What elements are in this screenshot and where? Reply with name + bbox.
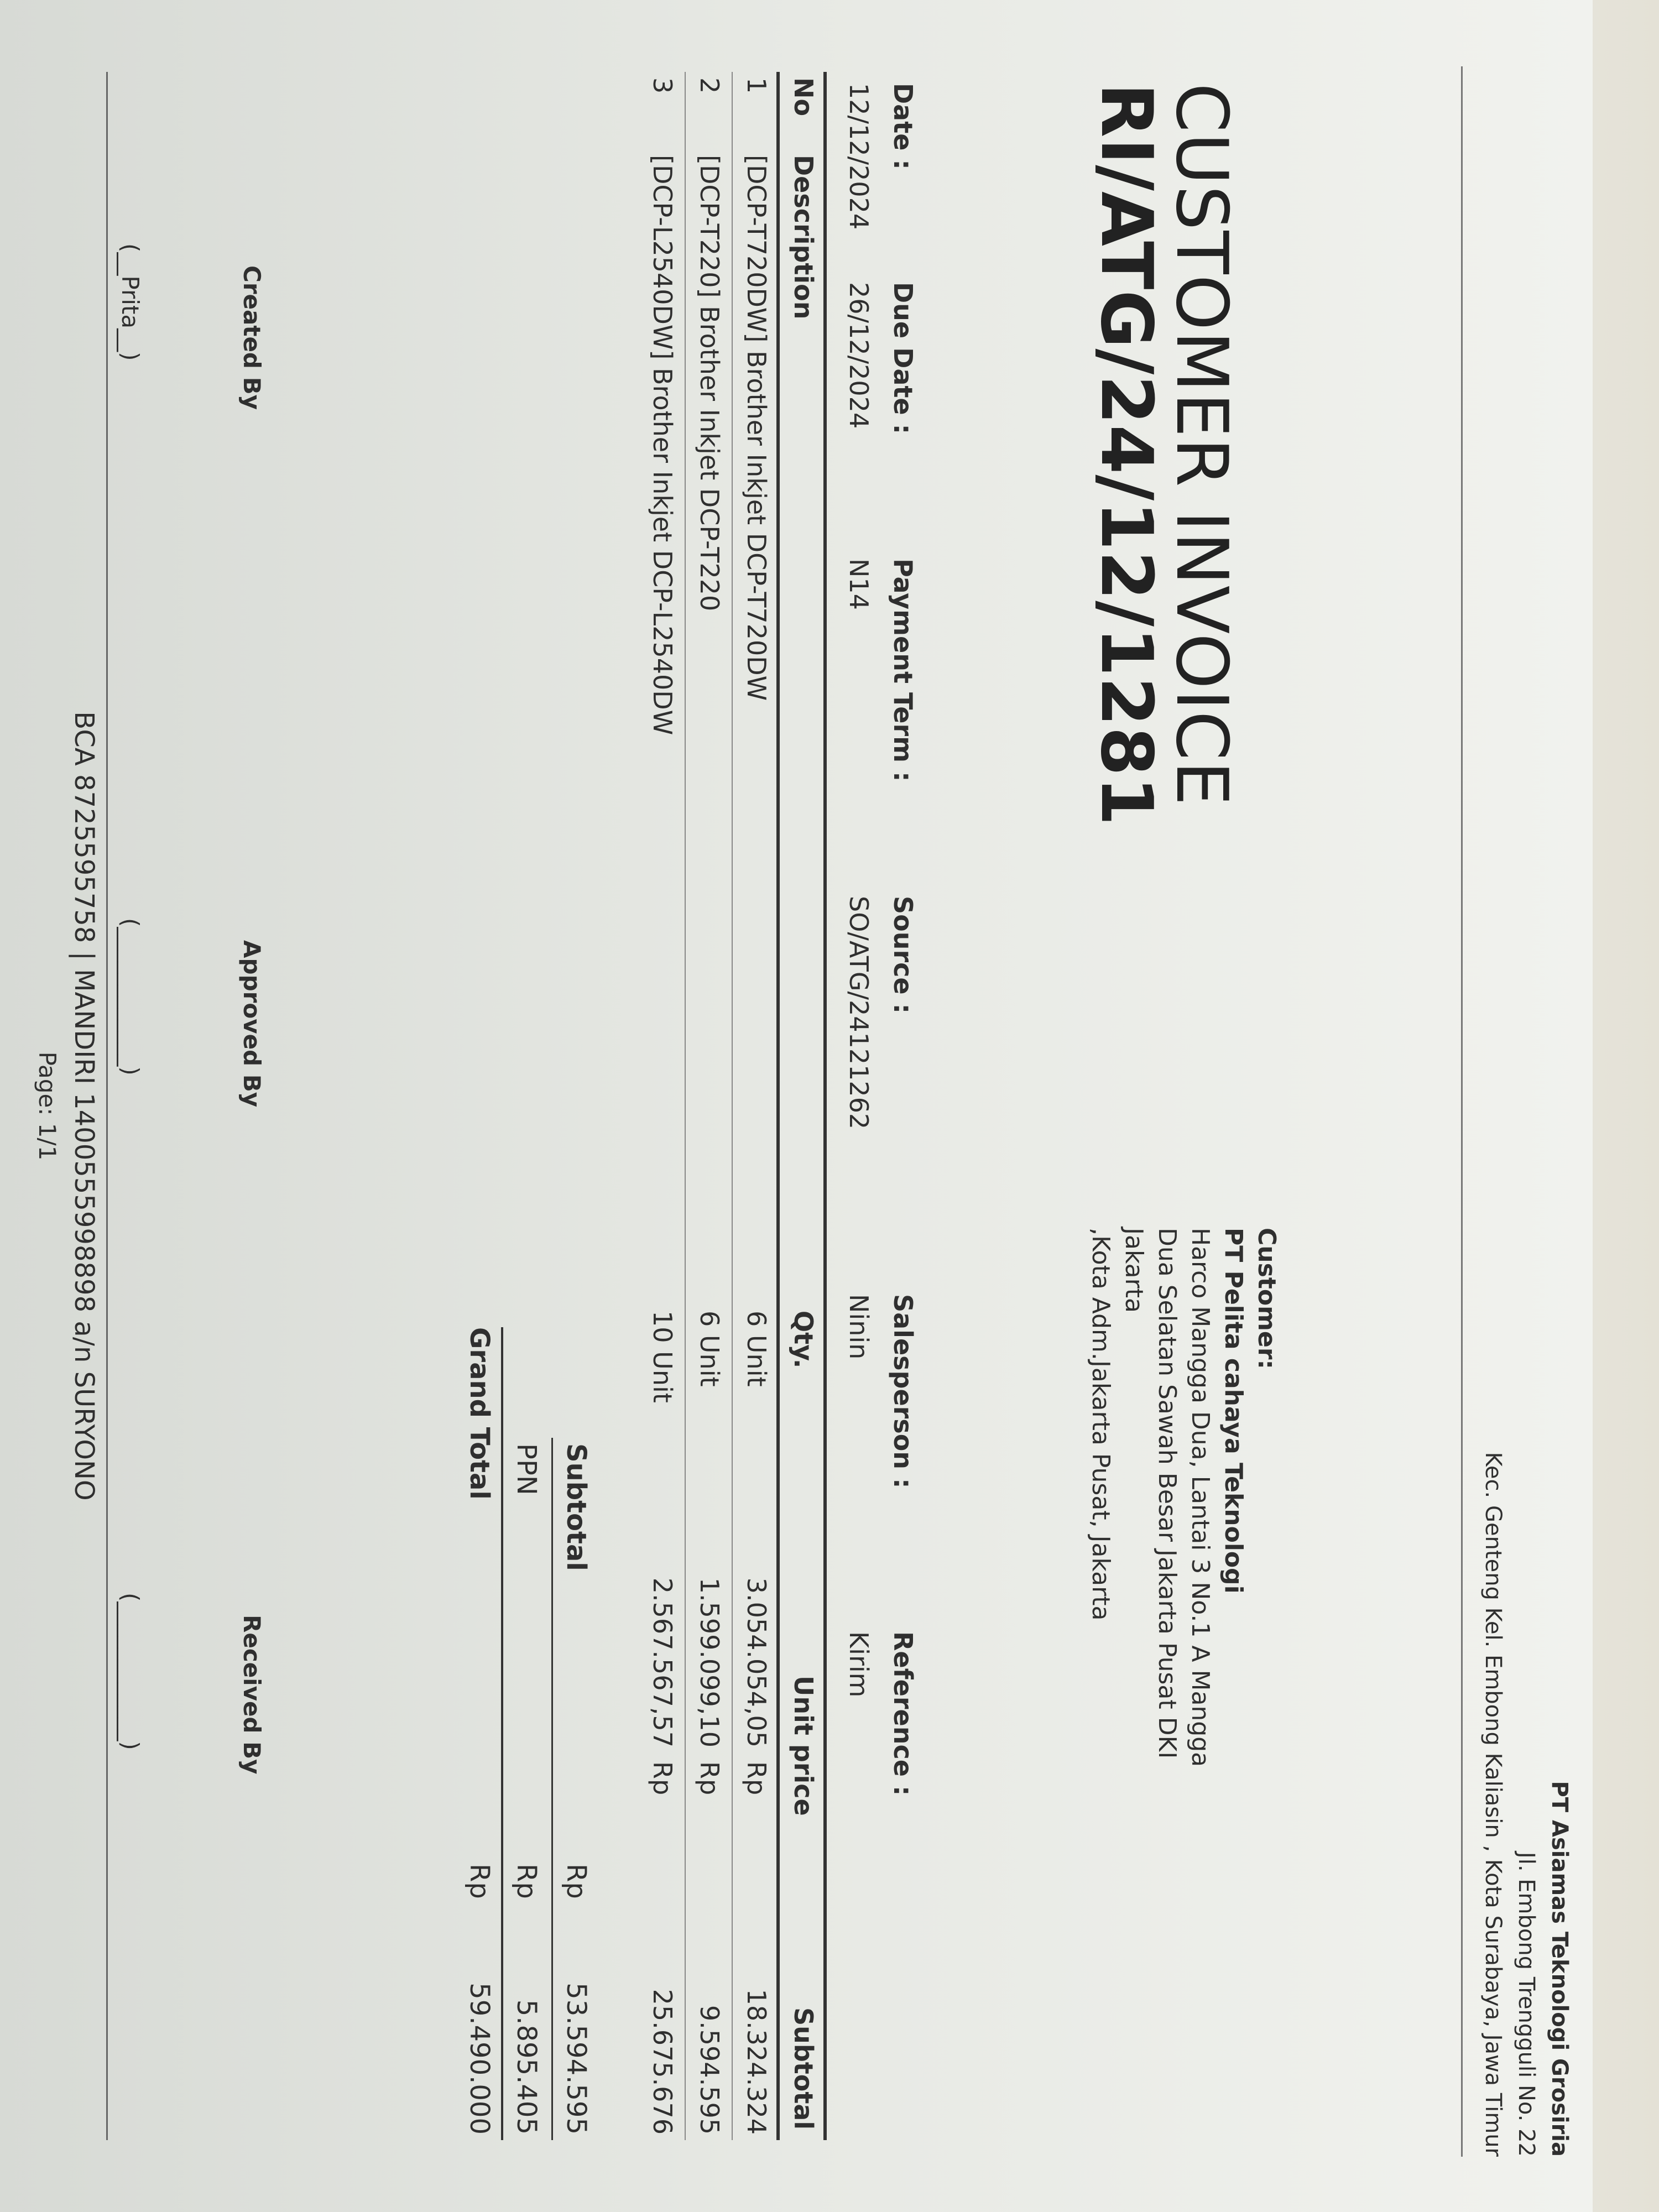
row-description: [DCP-T220] Brother Inkjet DCP-T220 (695, 155, 724, 612)
table-top-rule (823, 72, 827, 2140)
ppn-rule (501, 1327, 503, 2140)
row-subtotal: 9.594.595 (695, 2005, 724, 2135)
received-by-label: Received By (238, 1615, 265, 1775)
due-date-label: Due Date : (888, 282, 918, 434)
customer-name: PT Pelita cahaya Teknologi (1219, 1228, 1248, 1594)
subtotal-rule (551, 1438, 553, 2140)
row-unit-price: 2.567.567,57 (648, 1577, 677, 1747)
column-header-subtotal: Subtotal (789, 2007, 818, 2130)
company-name: PT Asiamas Teknologi Grosiria (1547, 1781, 1572, 2157)
row-currency: Rp (742, 1761, 771, 1796)
created-by-label: Created By (238, 265, 265, 410)
company-header (1477, 1452, 1576, 2157)
column-header-qty: Qty. (789, 1311, 818, 1369)
payment-term-label: Payment Term : (888, 559, 918, 782)
ppn-value: 5.895.405 (511, 1999, 542, 2135)
subtotal-value: 53.594.595 (561, 1983, 592, 2135)
source-value: SO/ATG/24121262 (844, 896, 874, 1130)
date-label: Date : (888, 83, 918, 170)
ppn-currency: Rp (511, 1864, 542, 1899)
grand-total-value: 59.490.000 (464, 1983, 495, 2135)
row-divider (732, 72, 733, 2140)
row-currency: Rp (695, 1761, 724, 1796)
row-qty: 6 Unit (742, 1311, 771, 1387)
customer-address-line: Dua Selatan Sawah Besar Jakarta Pusat DKI (1153, 1228, 1181, 1759)
ppn-label: PPN (511, 1443, 542, 1495)
row-unit-price: 3.054.054,05 (742, 1577, 771, 1747)
subtotal-currency: Rp (561, 1864, 592, 1899)
column-header-no: No (789, 77, 818, 117)
row-subtotal: 18.324.324 (742, 1989, 771, 2135)
created-by-signature: (__Prita__) (117, 243, 144, 361)
column-header-description: Description (789, 155, 818, 320)
header-divider (1461, 66, 1463, 2157)
row-unit-price: 1.599.099,10 (695, 1577, 724, 1747)
grand-total-label: Grand Total (464, 1327, 495, 1500)
source-label: Source : (888, 896, 918, 1014)
customer-block (1084, 1228, 1283, 1767)
grand-total-currency: Rp (464, 1864, 495, 1899)
invoice-title-block (1085, 83, 1243, 827)
row-no: 1 (742, 77, 771, 94)
approved-by-signature: (____________) (117, 918, 144, 1076)
customer-address-line: Jakarta (1120, 1228, 1148, 1313)
page-number: Page: 1/1 (34, 1051, 61, 1161)
customer-address-line: ,Kota Adm.Jakarta Pusat, Jakarta (1087, 1228, 1115, 1621)
reference-value: Kirim (844, 1631, 874, 1698)
row-description: [DCP-T720DW] Brother Inkjet DCP-T720DW (742, 155, 771, 701)
row-qty: 6 Unit (695, 1311, 724, 1387)
row-no: 3 (648, 77, 677, 94)
approved-by-label: Approved By (238, 940, 265, 1108)
row-qty: 10 Unit (648, 1311, 677, 1403)
due-date-value: 26/12/2024 (844, 282, 874, 429)
row-divider (685, 72, 686, 2140)
invoice-number: RI/ATG/24/12/1281 (1085, 83, 1167, 827)
row-no: 2 (695, 77, 724, 94)
received-by-signature: (____________) (117, 1593, 144, 1750)
invoice-title: CUSTOMER INVOICE (1160, 83, 1243, 806)
row-subtotal: 25.675.676 (648, 1989, 677, 2135)
customer-label: Customer: (1253, 1228, 1281, 1370)
salesperson-label: Salesperson : (888, 1294, 918, 1489)
payment-term-value: N14 (844, 559, 874, 610)
table-header-rule (776, 72, 780, 2140)
column-header-unit-price: Unit price (789, 1676, 818, 1816)
footer-divider (106, 72, 108, 2140)
bank-info: BCA 8725595758 | MANDIRI 1400555998898 a/n SURYONO (69, 711, 100, 1501)
row-description: [DCP-L2540DW] Brother Inkjet DCP-L2540DW (648, 155, 677, 735)
date-value: 12/12/2024 (844, 83, 874, 230)
company-address-line2: Kec. Genteng Kel. Embong Kaliasin , Kota Surabaya, Jawa Timur (1480, 1452, 1506, 2157)
row-currency: Rp (648, 1761, 677, 1796)
reference-label: Reference : (888, 1631, 918, 1796)
customer-address-line: Harco Mangga Dua, Lantai 3 No.1 A Mangga (1186, 1228, 1214, 1767)
subtotal-label: Subtotal (561, 1443, 592, 1571)
company-address-line1: Jl. Embong Trengguli No. 22 (1514, 1851, 1539, 2157)
salesperson-value: Ninin (844, 1294, 874, 1360)
